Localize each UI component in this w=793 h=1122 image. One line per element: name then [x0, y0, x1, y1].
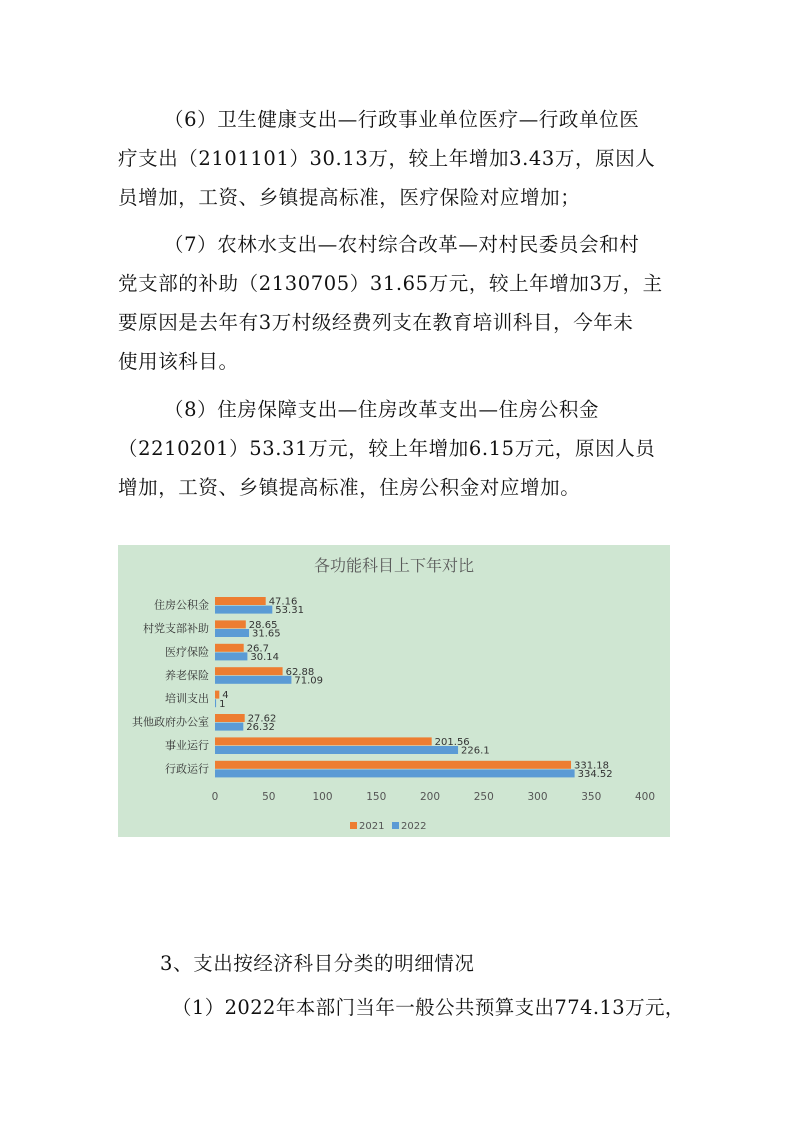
data-label-2021: 331.18 — [574, 760, 610, 772]
data-label-2021: 26.7 — [246, 643, 269, 655]
category-label: 事业运行 — [165, 739, 209, 752]
data-label-2022: 30.14 — [250, 652, 280, 663]
legend-label: 2022 — [401, 821, 427, 832]
section-heading: 3、支出按经济科目分类的明细情况 — [160, 952, 475, 975]
category-label: 医疗保险 — [165, 645, 209, 659]
x-tick-label: 300 — [527, 791, 548, 804]
data-label-2022: 71.09 — [294, 675, 324, 687]
text-line: （2210201）53.31万元，较上年增加6.15万元，原因人员 — [118, 437, 656, 460]
bar-2021 — [215, 761, 571, 769]
bar-2021 — [215, 597, 266, 605]
bar-chart-svg — [118, 545, 670, 837]
x-tick-label: 100 — [312, 791, 333, 804]
paragraph-agriculture — [118, 225, 678, 381]
data-label-2022: 31.65 — [252, 628, 281, 640]
x-tick-label: 50 — [262, 791, 276, 804]
category-label: 行政运行 — [165, 762, 209, 776]
bar-2022 — [215, 699, 216, 707]
category-label: 培训支出 — [165, 692, 209, 706]
chart-title: 各功能科目上下年对比 — [313, 556, 475, 575]
data-label-2022: 1 — [219, 698, 226, 710]
bar-2022 — [215, 629, 249, 637]
text-line: （6）卫生健康支出—行政事业单位医疗—行政单位医 — [164, 108, 640, 131]
bar-2021 — [215, 667, 283, 675]
legend-swatch — [392, 822, 399, 829]
bar-2022 — [215, 676, 291, 684]
bar-2021 — [215, 691, 219, 699]
data-label-2021: 28.65 — [248, 620, 278, 631]
text-line: 增加，工资、乡镇提高标准，住房公积金对应增加。 — [118, 476, 581, 499]
data-label-2022: 334.52 — [577, 769, 613, 780]
data-label-2021: 27.62 — [247, 713, 277, 725]
text-line: 使用该科目。 — [118, 350, 239, 373]
bar-2022 — [215, 723, 243, 731]
data-label-2021: 62.88 — [285, 666, 315, 678]
x-tick-label: 350 — [581, 791, 602, 804]
data-label-2021: 47.16 — [268, 596, 298, 608]
x-tick-label: 150 — [366, 791, 387, 804]
x-tick-label: 0 — [211, 791, 219, 804]
bar-2022 — [215, 606, 272, 614]
category-label: 村党支部补助 — [143, 622, 209, 635]
text-line: 党支部的补助（2130705）31.65万元，较上年增加3万，主 — [118, 272, 663, 295]
category-label: 其他政府办公室 — [132, 715, 209, 729]
x-tick-label: 250 — [473, 791, 494, 804]
bar-2022 — [215, 746, 458, 754]
text-line: 要原因是去年有3万村级经费列支在教育培训科目，今年未 — [118, 311, 634, 334]
text-line: 疗支出（2101101）30.13万，较上年增加3.43万，原因人 — [118, 147, 656, 170]
bar-2021 — [215, 737, 432, 745]
data-label-2022: 26.32 — [246, 722, 275, 734]
data-label-2022: 53.31 — [275, 605, 304, 617]
legend-swatch — [350, 822, 357, 829]
bar-2021 — [215, 620, 246, 628]
data-label-2021: 4 — [222, 690, 229, 702]
x-tick-label: 400 — [634, 791, 656, 804]
paragraph-housing — [118, 390, 678, 507]
text-line: 员增加，工资、乡镇提高标准，医疗保险对应增加； — [118, 186, 581, 209]
category-label: 养老保险 — [165, 668, 209, 682]
text-line: （7）农林水支出—农村综合改革—对村民委员会和村 — [164, 233, 640, 256]
bar-2022 — [215, 769, 575, 777]
bar-2021 — [215, 644, 244, 652]
bar-2021 — [215, 714, 245, 722]
data-label-2021: 201.56 — [434, 737, 470, 748]
category-label: 住房公积金 — [154, 598, 209, 612]
x-tick-label: 200 — [419, 791, 441, 804]
comparison-chart — [118, 545, 670, 837]
legend-label: 2021 — [359, 821, 385, 832]
bar-2022 — [215, 652, 247, 660]
text-line: （8）住房保障支出—住房改革支出—住房公积金 — [164, 398, 600, 421]
paragraph-health — [118, 100, 678, 217]
paragraph-expenditure: （1）2022年本部门当年一般公共预算支出774.13万元， — [172, 996, 685, 1019]
data-label-2022: 226.1 — [461, 745, 490, 757]
